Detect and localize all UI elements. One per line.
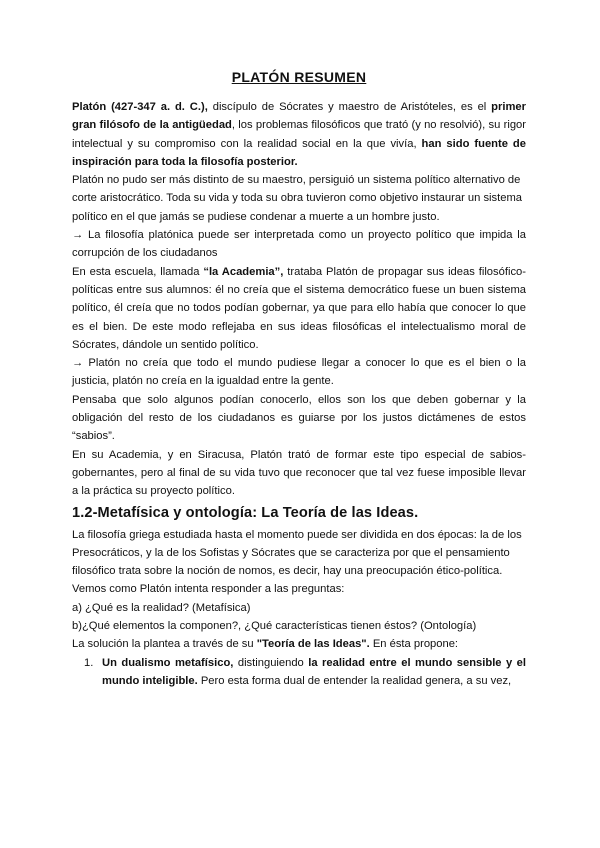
document-body bbox=[72, 98, 526, 690]
question-b: b)¿Qué elementos la componen?, ¿Qué características tienen éstos? (Ontología) bbox=[72, 620, 477, 633]
paragraph bbox=[72, 635, 526, 653]
paragraph: Platón no pudo ser más distinto de su maestro, persiguió un sistema político alternativo de corte aristocrático. Toda su vida y toda su obra tuvieron como objetivo instaurar un sistema político en el que jamás se pudiese condenar a muerte a un hombre justo. bbox=[72, 174, 523, 223]
paragraph-text: La solución la plantea a través de su bbox=[72, 638, 257, 651]
paragraph-text: En ésta propone: bbox=[369, 638, 459, 651]
paragraph: En su Academia, y en Siracusa, Platón trató de formar este tipo especial de sabios-gobernantes, pero al final de su vida tuvo que reconocer que tal vez fuese imposible llevar a la práctica su proyecto político. bbox=[72, 448, 526, 498]
paragraph: La filosofía griega estudiada hasta el momento puede ser dividida en dos épocas: la de los Presocráticos, y la de los Sofistas y Sócrates que se caracteriza por que el pensamiento filosófico trata sobre la noción de nomos, es decir, hay una preocupación ético-política. bbox=[72, 528, 522, 578]
bold-text: primer gran filósofo de la antigüedad bbox=[72, 101, 526, 132]
bold-text: Platón (427-347 a. d. C.), bbox=[72, 101, 208, 113]
paragraph-text: distinguiendo bbox=[233, 656, 309, 669]
section-heading: 1.2-Metafísica y ontología: La Teoría de las Ideas. bbox=[72, 504, 419, 521]
list-item bbox=[72, 654, 526, 691]
bold-text: "Teoría de las Ideas". bbox=[256, 638, 370, 651]
academia-paragraph bbox=[72, 263, 526, 354]
bold-text: han sido fuente de inspiración para toda la filosofía posterior. bbox=[72, 137, 526, 168]
paragraph-text: discípulo de Sócrates y maestro de Aristóteles, es el bbox=[207, 101, 492, 113]
arrow-note: → La filosofía platónica puede ser interpretada como un proyecto político que impida la corrupción de los ciudadanos bbox=[72, 229, 526, 260]
paragraph-text: , los problemas filosóficos que trató (y no resolvió), su rigor intelectual y su compromiso con la realidad social en la que vivía, bbox=[72, 119, 526, 150]
arrow-note: → Platón no creía que todo el mundo pudiese llegar a conocer lo que es el bien o la justicia, platón no creía en la igualdad entre la gente. bbox=[72, 357, 526, 388]
page-title: PLATÓN RESUMEN bbox=[231, 69, 367, 85]
intro-paragraph bbox=[72, 98, 526, 171]
bold-text: la realidad entre el mundo sensible y el mundo inteligible. bbox=[102, 656, 526, 687]
paragraph: Vemos como Platón intenta responder a las preguntas: bbox=[72, 583, 345, 596]
paragraph-text: trataba Platón de propagar sus ideas filosófico-políticas entre sus alumnos: él no creía que el sistema democrático fuese un buen sistema político, él creía que no todos podían gobernar, ya que para ello había que conocer lo que es el bien. De este modo reflejaba en sus ideas filosóficas el intelectualismo moral de Sócrates, dándole un sentido político. bbox=[72, 265, 526, 351]
question-a: a) ¿Qué es la realidad? (Metafísica) bbox=[72, 601, 251, 614]
paragraph-text: En esta escuela, llamada bbox=[72, 265, 204, 278]
paragraph: Pensaba que solo algunos podían conocerlo, ellos son los que deben gobernar y la obligación del resto de los ciudadanos es guiarse por los justos dictámenes de estos “sabios”. bbox=[72, 393, 526, 443]
bold-text: “la Academia”, bbox=[203, 265, 284, 278]
paragraph-text: Pero esta forma dual de entender la realidad genera, a su vez, bbox=[197, 674, 512, 687]
list-number: 1. bbox=[84, 656, 94, 669]
bold-text: Un dualismo metafísico, bbox=[102, 656, 234, 669]
